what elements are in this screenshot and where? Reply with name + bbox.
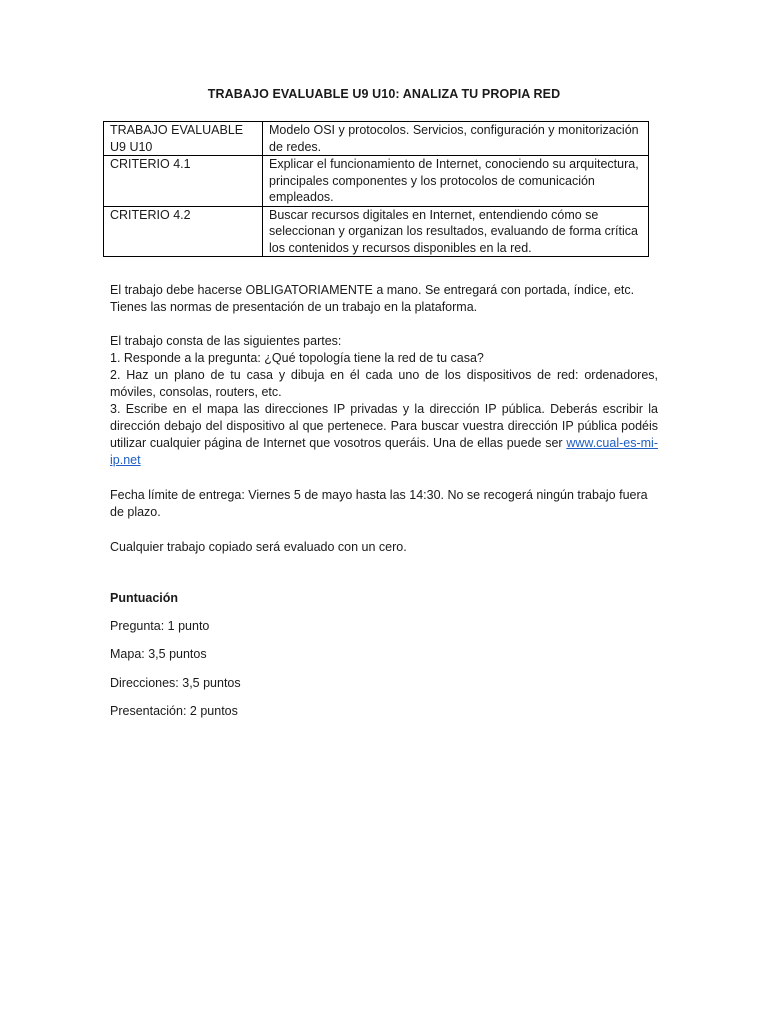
deadline-paragraph: Fecha límite de entrega: Viernes 5 de mayo hasta las 14:30. No se recogerá ningún trabajo fuera de plazo. xyxy=(110,488,648,519)
table-cell-description: Buscar recursos digitales en Internet, entendiendo cómo se seleccionan y organizan los resultados, evaluando de forma crítica los contenidos y recursos disponibles en la red. xyxy=(263,206,649,257)
score-item: Mapa: 3,5 puntos xyxy=(110,647,207,661)
table-cell-label: CRITERIO 4.2 xyxy=(104,206,263,257)
table-cell-description: Modelo OSI y protocolos. Servicios, configuración y monitorización de redes. xyxy=(263,122,649,156)
table-cell-label: TRABAJO EVALUABLE U9 U10 xyxy=(104,122,263,156)
score-heading: Puntuación xyxy=(110,591,179,605)
table-row xyxy=(104,122,649,156)
part-item: 2. Haz un plano de tu casa y dibuja en él cada uno de los dispositivos de red: ordenadores, móviles, consolas, routers, etc. xyxy=(110,368,658,399)
criteria-table xyxy=(103,121,649,257)
score-item: Presentación: 2 puntos xyxy=(110,704,238,718)
table-cell-label: CRITERIO 4.1 xyxy=(104,156,263,207)
table-cell-description: Explicar el funcionamiento de Internet, conociendo su arquitectura, principales componentes y los protocolos de comunicación empleados. xyxy=(263,156,649,207)
ip-lookup-link[interactable]: www.cual-es-mi-ip.net xyxy=(110,436,658,467)
part-item-text: 3. Escribe en el mapa las direcciones IP privadas y la dirección IP pública. Deberás escribir la dirección debajo del dispositivo al que pertenece. Para buscar vuestra dirección IP pública podéis utilizar cualquier página de Internet que vosotros queráis. Una de ellas puede ser xyxy=(110,402,658,450)
table-row xyxy=(104,206,649,257)
copy-warning: Cualquier trabajo copiado será evaluado con un cero. xyxy=(110,540,407,554)
score-item: Pregunta: 1 punto xyxy=(110,619,210,633)
score-item: Direcciones: 3,5 puntos xyxy=(110,676,241,690)
part-item: 1. Responde a la pregunta: ¿Qué topología tiene la red de tu casa? xyxy=(110,351,484,365)
part-item xyxy=(110,401,658,469)
table-row xyxy=(104,156,649,207)
intro-paragraph: El trabajo debe hacerse OBLIGATORIAMENTE a mano. Se entregará con portada, índice, etc. Tienes las normas de presentación de un trabajo en la plataforma. xyxy=(110,283,635,314)
parts-heading: El trabajo consta de las siguientes partes: xyxy=(110,334,342,348)
parts-section xyxy=(110,333,658,469)
document-title: TRABAJO EVALUABLE U9 U10: ANALIZA TU PROPIA RED xyxy=(207,87,561,101)
